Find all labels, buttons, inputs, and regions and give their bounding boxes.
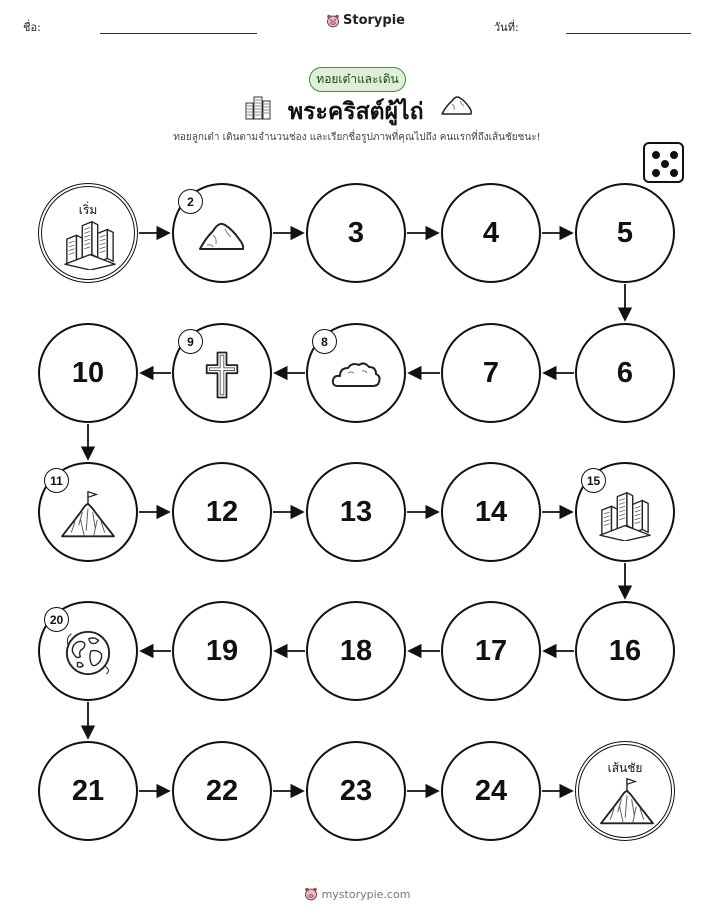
board-space-21[interactable] bbox=[38, 741, 138, 841]
name-label: ชื่อ: bbox=[23, 21, 41, 34]
board-space-6[interactable] bbox=[575, 323, 675, 423]
mountain-icon bbox=[599, 775, 655, 831]
space-number: 23 bbox=[339, 774, 373, 807]
board-space-18[interactable] bbox=[306, 601, 406, 701]
space-number: 22 bbox=[205, 774, 239, 807]
space-number: 16 bbox=[608, 634, 642, 667]
page-title: พระคริสต์ผู้ไถ่ bbox=[288, 99, 424, 125]
space-number: 21 bbox=[71, 774, 105, 807]
footer-site[interactable]: mystorypie.com bbox=[321, 887, 411, 901]
space-number-badge: 9 bbox=[178, 329, 203, 354]
cross-icon bbox=[204, 349, 240, 405]
space-number-badge: 15 bbox=[581, 468, 606, 493]
globe-icon bbox=[63, 628, 113, 682]
board-space-13[interactable] bbox=[306, 462, 406, 562]
date-line[interactable] bbox=[566, 33, 691, 34]
footer bbox=[0, 887, 714, 901]
brand-logo bbox=[326, 13, 405, 28]
board-space-5[interactable] bbox=[575, 183, 675, 283]
dice-pip bbox=[670, 151, 678, 159]
space-number: 19 bbox=[205, 634, 239, 667]
board-space-11[interactable] bbox=[38, 462, 138, 562]
board-space-8[interactable] bbox=[306, 323, 406, 423]
rock-icon bbox=[440, 92, 474, 118]
finish-label: เส้นชัย bbox=[607, 761, 643, 775]
dice-pip bbox=[652, 169, 660, 177]
instructions: ทอยลูกเต๋า เดินตามจำนวนช่อง และเรียกชื่อรูปภาพที่คุณไปถึง คนแรกที่ถึงเส้นชัยชนะ! bbox=[173, 132, 541, 143]
board-space-9[interactable] bbox=[172, 323, 272, 423]
dice[interactable] bbox=[643, 142, 684, 183]
dice-pip bbox=[652, 151, 660, 159]
space-number: 3 bbox=[347, 216, 365, 249]
space-number: 7 bbox=[482, 356, 500, 389]
board-space-10[interactable] bbox=[38, 323, 138, 423]
space-number: 12 bbox=[205, 495, 239, 528]
board-space-24[interactable] bbox=[441, 741, 541, 841]
board-space-22[interactable] bbox=[172, 741, 272, 841]
board-space-1[interactable] bbox=[38, 183, 138, 283]
space-number: 17 bbox=[474, 634, 508, 667]
board-space-19[interactable] bbox=[172, 601, 272, 701]
board-space-2[interactable] bbox=[172, 183, 272, 283]
space-number: 10 bbox=[71, 356, 105, 389]
board-space-7[interactable] bbox=[441, 323, 541, 423]
rock-icon bbox=[197, 217, 247, 257]
space-number: 14 bbox=[474, 495, 508, 528]
space-number: 24 bbox=[474, 774, 508, 807]
brand-name: Storypie bbox=[343, 13, 405, 28]
space-number: 13 bbox=[339, 495, 373, 528]
city-icon bbox=[61, 216, 119, 274]
mountain-icon bbox=[60, 488, 116, 544]
board-space-15[interactable] bbox=[575, 462, 675, 562]
city-icon bbox=[596, 487, 654, 545]
board-space-20[interactable] bbox=[38, 601, 138, 701]
dice-pip bbox=[661, 160, 669, 168]
start-label: เริ่ม bbox=[78, 203, 98, 217]
pig-logo-icon bbox=[326, 14, 340, 28]
board-space-23[interactable] bbox=[306, 741, 406, 841]
board-space-4[interactable] bbox=[441, 183, 541, 283]
board-space-14[interactable] bbox=[441, 462, 541, 562]
board-space-25[interactable] bbox=[575, 741, 675, 841]
space-number: 5 bbox=[616, 216, 634, 249]
game-type-tag: ทอยเต๋าและเดิน bbox=[309, 67, 406, 92]
space-number-badge: 20 bbox=[44, 607, 69, 632]
cloud-icon bbox=[330, 359, 382, 395]
dice-pip bbox=[670, 169, 678, 177]
space-number-badge: 2 bbox=[178, 189, 203, 214]
name-line[interactable] bbox=[100, 33, 257, 34]
date-label: วันที่: bbox=[494, 21, 519, 34]
space-number-badge: 8 bbox=[312, 329, 337, 354]
board-space-3[interactable] bbox=[306, 183, 406, 283]
city-icon bbox=[243, 93, 273, 123]
board-space-12[interactable] bbox=[172, 462, 272, 562]
space-number: 18 bbox=[339, 634, 373, 667]
board-space-16[interactable] bbox=[575, 601, 675, 701]
pig-logo-icon bbox=[304, 887, 318, 901]
space-number-badge: 11 bbox=[44, 468, 69, 493]
space-number: 6 bbox=[616, 356, 634, 389]
space-number: 4 bbox=[482, 216, 500, 249]
board-space-17[interactable] bbox=[441, 601, 541, 701]
